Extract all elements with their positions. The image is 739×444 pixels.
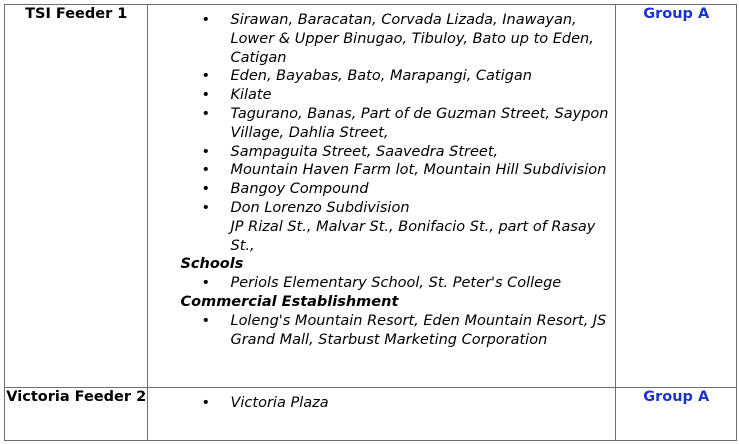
- list-item: • Periols Elementary School, St. Peter's College: [201, 275, 562, 292]
- table-row: [5, 5, 737, 388]
- affected-areas-cell: [148, 5, 616, 388]
- table-row: [5, 388, 737, 441]
- bullet-icon: •: [201, 395, 211, 411]
- affected-areas-cell: [148, 388, 616, 441]
- group-link[interactable]: Group A: [643, 6, 710, 22]
- list-item: • Bangoy Compound: [201, 181, 369, 198]
- feeder-name: TSI Feeder 1: [5, 5, 148, 388]
- bullet-icon: •: [201, 199, 211, 216]
- list-item: • Tagurano, Banas, Part of de Guzman Street, Saypon Village, Dahlia Street,: [201, 105, 609, 141]
- feeder-table: [4, 4, 737, 441]
- commercial-list: [180, 312, 611, 350]
- list-item: • Don Lorenzo Subdivision: [201, 199, 410, 216]
- list-item: • Mountain Haven Farm lot, Mountain Hill Subdivision: [201, 162, 607, 179]
- bullet-icon: •: [201, 68, 211, 85]
- area-list: [180, 394, 611, 413]
- group-link[interactable]: Group A: [643, 389, 710, 405]
- group-cell: [616, 5, 737, 388]
- schools-heading: Schools: [180, 256, 244, 273]
- list-item: • Eden, Bayabas, Bato, Marapangi, Catigan: [201, 68, 532, 85]
- area-list: [180, 11, 611, 218]
- bullet-icon: •: [201, 105, 211, 122]
- bullet-icon: •: [201, 87, 211, 104]
- schools-list: [180, 274, 611, 293]
- feeder-name: Victoria Feeder 2: [5, 388, 148, 441]
- bullet-icon: •: [201, 143, 211, 160]
- list-item: • Sirawan, Baracatan, Corvada Lizada, Inawayan, Lower & Upper Binugao, Tibuloy, Bato up to Eden, Catigan: [201, 12, 594, 66]
- area-note: JP Rizal St., Malvar St., Bonifacio St., part of Rasay St.,: [230, 218, 596, 254]
- bullet-icon: •: [201, 162, 211, 179]
- commercial-heading: Commercial Establishment: [180, 293, 399, 310]
- list-item: • Sampaguita Street, Saavedra Street,: [201, 143, 499, 160]
- list-item: • Kilate: [201, 87, 272, 104]
- list-item: • Loleng's Mountain Resort, Eden Mountain Resort, JS Grand Mall, Starbust Marketing Corporation: [201, 312, 607, 348]
- bullet-icon: •: [201, 312, 211, 329]
- bullet-icon: •: [201, 12, 211, 28]
- group-cell: [616, 388, 737, 441]
- list-item: • Victoria Plaza: [201, 395, 329, 411]
- bullet-icon: •: [201, 275, 211, 292]
- bullet-icon: •: [201, 181, 211, 198]
